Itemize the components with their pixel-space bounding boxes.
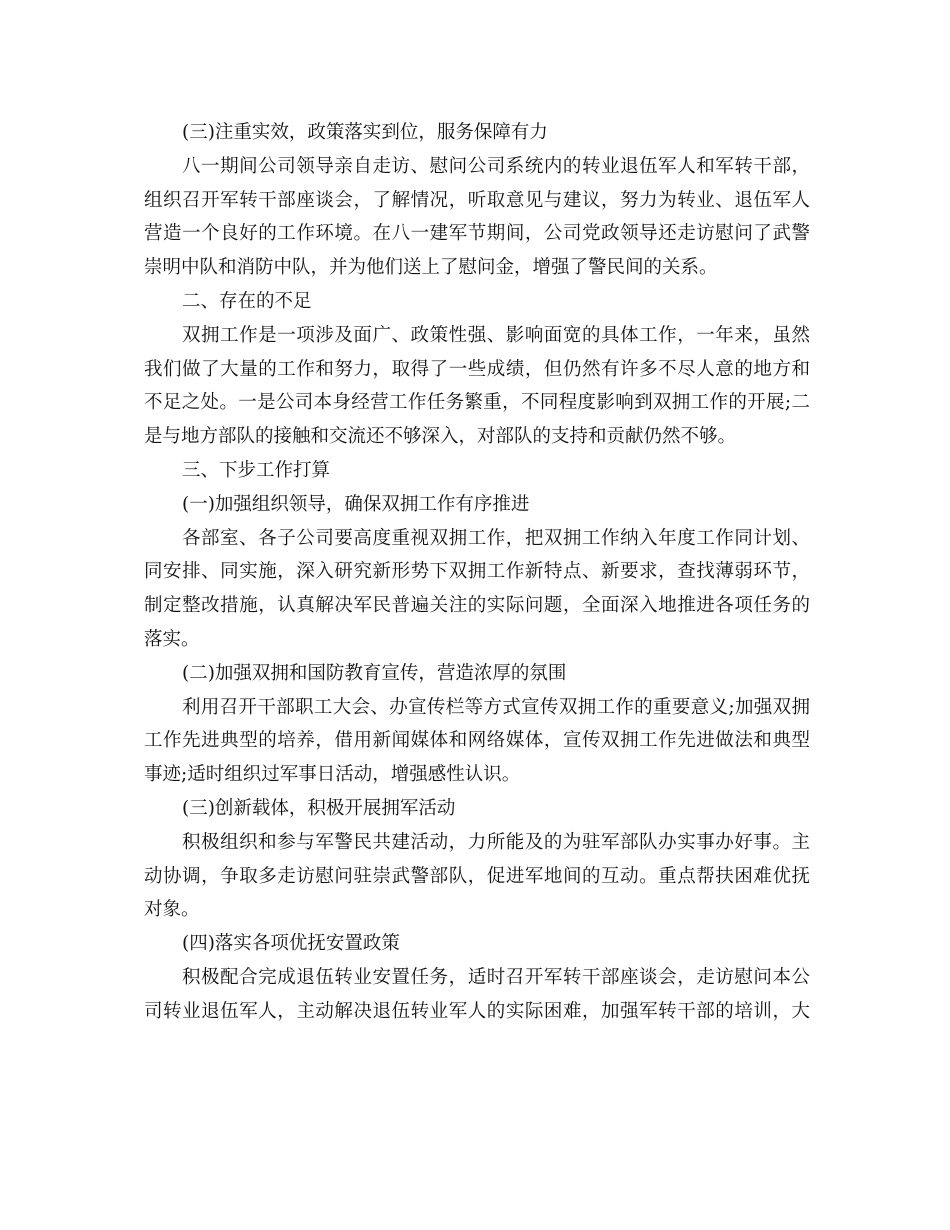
text-line: 是与地方部队的接触和交流还不够深入，对部队的支持和贡献仍然不够。 <box>144 426 737 448</box>
text-line: 事迹;适时组织过军事日活动，增强感性认识。 <box>144 764 521 786</box>
text-line: (一)加强组织领导，确保双拥工作有序推进 <box>182 493 530 515</box>
text-line: 落实。 <box>144 628 200 650</box>
text-line: 我们做了大量的工作和努力，取得了一些成绩，但仍然有许多不尽人意的地方和 <box>144 358 810 380</box>
text-line: 工作先进典型的培养，借用新闻媒体和网络媒体，宣传双拥工作先进做法和典型 <box>144 730 810 752</box>
text-line: 司转业退伍军人，主动解决退伍转业军人的实际困难，加强军转干部的培训，大 <box>144 1000 810 1022</box>
text-line: 各部室、各子公司要高度重视双拥工作，把双拥工作纳入年度工作同计划、 <box>182 527 810 549</box>
text-line: 对象。 <box>144 899 200 921</box>
text-line: (三)创新载体，积极开展拥军活动 <box>182 797 456 819</box>
text-line: 动协调，争取多走访慰问驻崇武警部队，促进军地间的互动。重点帮扶困难优抚 <box>144 865 810 887</box>
text-line: 制定整改措施，认真解决军民普遍关注的实际问题，全面深入地推进各项任务的 <box>144 595 810 617</box>
text-line: 八一期间公司领导亲自走访、慰问公司系统内的转业退伍军人和军转干部， <box>182 155 810 177</box>
document-body <box>144 116 810 1029</box>
text-line: (三)注重实效，政策落实到位，服务保障有力 <box>182 122 548 143</box>
text-line: (二)加强双拥和国防教育宣传，营造浓厚的氛围 <box>182 662 567 684</box>
text-line: 利用召开干部职工大会、办宣传栏等方式宣传双拥工作的重要意义;加强双拥 <box>182 696 810 718</box>
text-line: 三、下步工作打算 <box>182 459 331 481</box>
text-line: 积极配合完成退伍转业安置任务，适时召开军转干部座谈会，走访慰问本公 <box>182 966 810 988</box>
text-line: 二、存在的不足 <box>182 290 312 312</box>
text-line: 同安排、同实施，深入研究新形势下双拥工作新特点、新要求，查找薄弱环节， <box>144 561 810 583</box>
text-line: 营造一个良好的工作环境。在八一建军节期间，公司党政领导还走访慰问了武警 <box>144 223 810 245</box>
text-line: 不足之处。一是公司本身经营工作任务繁重，不同程度影响到双拥工作的开展;二 <box>144 392 810 414</box>
text-line: 双拥工作是一项涉及面广、政策性强、影响面宽的具体工作，一年来，虽然 <box>182 324 810 346</box>
text-line: 组织召开军转干部座谈会，了解情况，听取意见与建议，努力为转业、退伍军人 <box>144 189 810 211</box>
text-line: 崇明中队和消防中队，并为他们送上了慰问金，增强了警民间的关系。 <box>144 257 718 279</box>
text-line: (四)落实各项优抚安置政策 <box>182 933 400 955</box>
text-line: 积极组织和参与军警民共建活动，力所能及的为驻军部队办实事办好事。主 <box>182 831 810 853</box>
